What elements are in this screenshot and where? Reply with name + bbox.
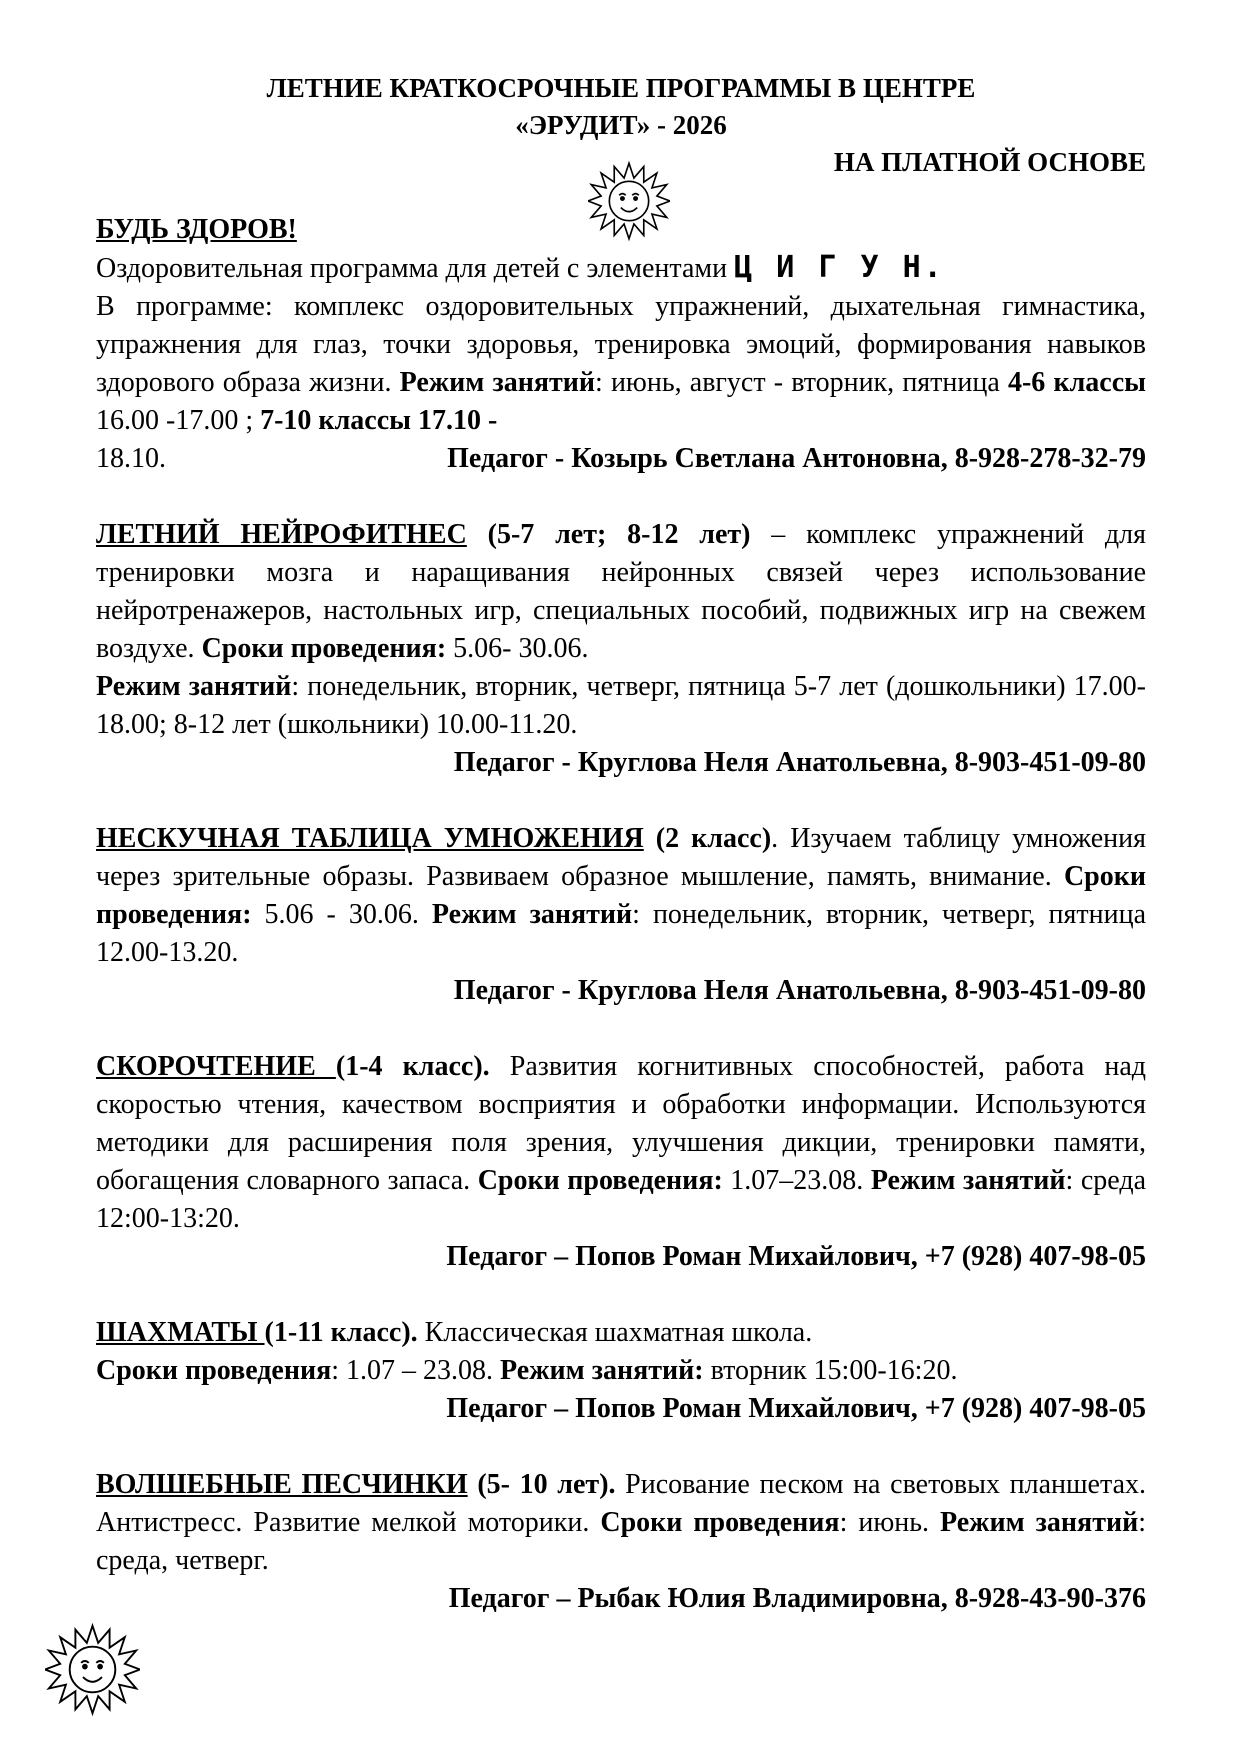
teacher-line: Педагог - Круглова Неля Анатольевна, 8-903-451-09-80 — [453, 747, 1146, 778]
qigong-label: Ц И Г У Н. — [734, 250, 945, 285]
time-text: 18.10. — [96, 443, 166, 474]
teacher-line: Педагог – Рыбак Юлия Владимировна, 8-928-43-90-376 — [448, 1583, 1146, 1614]
program-text: : понедельник, вторник, четверг, пятница 5-7 лет (дошкольники) 17.00-18.00; 8-12 лет (школьники) 10.00-11.20. — [96, 671, 1146, 740]
dates-text: 1.07–23.08. — [722, 1165, 871, 1196]
program-title: ШАХМАТЫ — [96, 1317, 265, 1348]
program-chess — [96, 1314, 1146, 1428]
program-speed-reading — [96, 1048, 1146, 1276]
program-text: : понедельник, вторник, четверг, пятница 12.00-13.20. — [96, 899, 1146, 968]
mode-label: Режим занятий: — [500, 1355, 704, 1386]
program-text: вторник 15:00-16:20. — [703, 1355, 958, 1386]
teacher-line: Педагог - Круглова Неля Анатольевна, 8-903-451-09-80 — [453, 975, 1146, 1006]
sun-icon — [45, 1622, 140, 1717]
teacher-line: Педагог - Козырь Светлана Антоновна, 8-928-278-32-79 — [447, 443, 1146, 474]
grade-label: 7-10 классы — [260, 405, 411, 436]
program-be-healthy — [96, 211, 1146, 478]
program-title: НЕСКУЧНАЯ ТАБЛИЦА УМНОЖЕНИЯ — [96, 823, 644, 854]
program-text: – комплекс упражнений для тренировки мозга и наращивания нейронных связей через использование нейротренажеров, настольных игр, специальных пособий, подвижных игр на свежем воздухе. — [96, 519, 1146, 664]
program-neurofitness — [96, 516, 1146, 782]
dates-label: Сроки проведения: — [477, 1165, 723, 1196]
program-text: : июнь, август - вторник, пятница — [595, 367, 1008, 398]
program-text: : среда 12:00-13:20. — [96, 1165, 1146, 1234]
grade-label: (2 класс) — [643, 823, 772, 854]
grade-label: 4-6 классы — [1007, 367, 1147, 398]
dates-text: : 1.07 – 23.08. — [331, 1355, 501, 1386]
program-text: Классическая шахматная школа. — [417, 1317, 813, 1348]
dates-label: Сроки проведения: — [201, 633, 447, 664]
document-title — [96, 70, 1146, 144]
dates-label: Сроки проведения: — [96, 861, 1146, 930]
mode-label: Режим занятий — [870, 1165, 1066, 1196]
program-text: : июнь. — [839, 1507, 940, 1538]
program-text: Развития когнитивных способностей, работа над скоростью чтения, качеством восприятия и обработки информации. Используются методики для расширения поля зрения, улучшения дикции, тренировки памяти, обогащения словарного запаса. — [96, 1051, 1147, 1196]
dates-label: Сроки проведения — [600, 1507, 840, 1538]
program-text: В программе: комплекс оздоровительных упражнений, дыхательная гимнастика, упражнения для глаз, точки здоровья, тренировка эмоций, формирования навыков здорового образа жизни. — [96, 291, 1146, 398]
program-magic-sand — [96, 1466, 1146, 1618]
dates-text: 5.06 - 30.06. — [251, 899, 432, 930]
grade-label: (1-4 класс). — [335, 1051, 490, 1082]
title-line-1: ЛЕТНИЕ КРАТКОСРОЧНЫЕ ПРОГРАММЫ В ЦЕНТРЕ — [266, 73, 976, 103]
age-label: (5- 10 лет). — [467, 1469, 616, 1500]
program-text: Оздоровительная программа для детей с элементами — [96, 253, 735, 284]
document-page — [96, 70, 1146, 1618]
program-title: ЛЕТНИЙ НЕЙРОФИТНЕС — [96, 519, 467, 550]
teacher-line: Педагог – Попов Роман Михайлович, +7 (928) 407-98-05 — [446, 1241, 1146, 1272]
program-title: ВОЛШЕБНЫЕ ПЕСЧИНКИ — [96, 1469, 468, 1500]
document-subtitle: НА ПЛАТНОЙ ОСНОВЕ — [833, 147, 1146, 177]
title-line-2: «ЭРУДИТ» - 2026 — [515, 110, 727, 140]
mode-label: Режим занятий — [96, 671, 292, 702]
mode-label: Режим занятий — [940, 1507, 1139, 1538]
mode-label: Режим занятий — [431, 899, 633, 930]
time-text: 16.00 -17.00 ; — [96, 405, 261, 436]
grade-label: (1-11 класс). — [264, 1317, 418, 1348]
dates-label: Сроки проведения — [96, 1355, 332, 1386]
program-multiplication-table — [96, 820, 1146, 1010]
program-text: : среда, четверг. — [96, 1507, 1146, 1576]
program-title: СКОРОЧТЕНИЕ — [96, 1051, 336, 1082]
mode-label: Режим занятий — [399, 367, 596, 398]
program-text: . Изучаем таблицу умножения через зрительные образы. Развиваем образное мышление, память, внимание. — [96, 823, 1146, 892]
program-text: Рисование песком на световых планшетах. Антистресс. Развитие мелкой моторики. — [96, 1469, 1146, 1538]
dates-text: 5.06- 30.06. — [446, 633, 589, 664]
age-label: (5-7 лет; 8-12 лет) — [466, 519, 751, 550]
program-title: БУДЬ ЗДОРОВ! — [96, 214, 297, 245]
time-text: 17.10 - — [411, 405, 498, 436]
teacher-line: Педагог – Попов Роман Михайлович, +7 (928) 407-98-05 — [446, 1393, 1146, 1424]
